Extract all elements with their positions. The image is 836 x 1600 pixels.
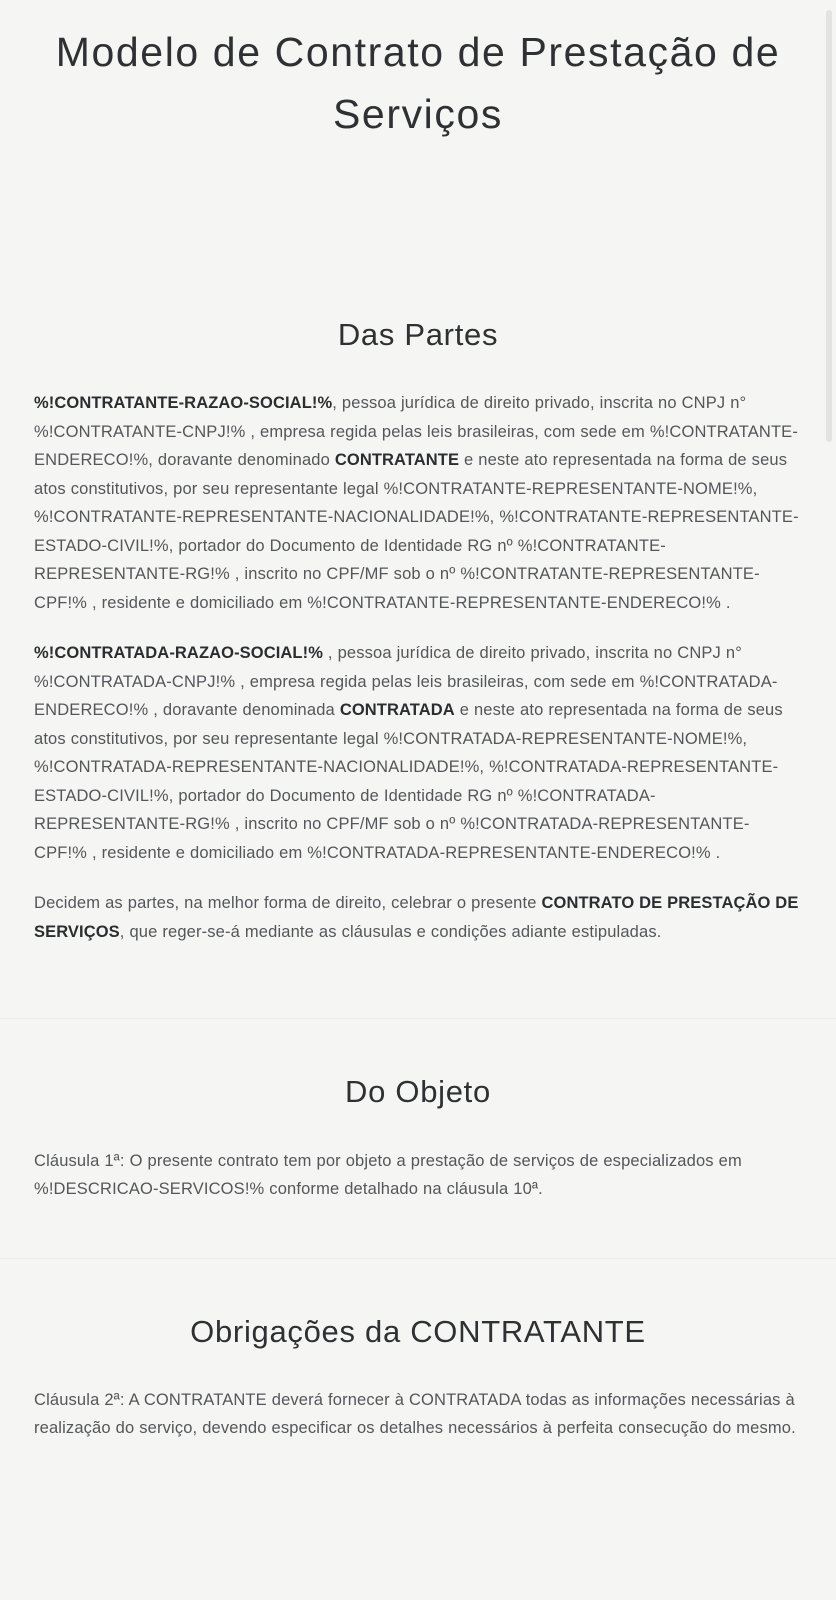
spacer xyxy=(0,1204,836,1258)
spacer xyxy=(34,1352,802,1386)
plain-text: e neste ato representada na forma de seus atos constitutivos, por seu representante legal %!CONTRATANTE-REPRESENTANTE-NOME!%, %!CONTRATANTE-REPRESENTANTE-NACIONALIDADE!%, %!CONTRATANTE-REPRESENTANTE-ESTADO-CIVIL!%, portador do Documento de Identidade RG nº %!CONTRATANTE-REPRESENTANTE-RG!% , inscrito no CPF/MF sob o nº %!CONTRATANTE-REPRESENTANTE-CPF!% , residente e domiciliado em %!CONTRATANTE-REPRESENTANTE-ENDERECO!% . xyxy=(34,451,799,612)
section-heading-do-objeto: Do Objeto xyxy=(345,1074,491,1110)
plain-text: , pessoa jurídica de direito privado, inscrita no CNPJ n° %!CONTRATANTE-CNPJ!% , empresa regida pelas leis brasileiras, com sede em %!CONTRATANTE-ENDERECO!%, doravante denominado xyxy=(34,394,798,470)
emphasis-text: %!CONTRATANTE-RAZAO-SOCIAL!% xyxy=(34,394,333,413)
spacer xyxy=(34,1258,802,1312)
paragraph-decidem-as-partes xyxy=(34,889,802,946)
section-heading-das-partes: Das Partes xyxy=(337,317,499,352)
plain-text: , que reger-se-á mediante as cláusulas e condições adiante estipuladas. xyxy=(119,922,662,941)
section-das-partes xyxy=(0,315,836,946)
emphasis-text: CONTRATANTE xyxy=(334,451,460,470)
plain-text: , pessoa jurídica de direito privado, inscrita no CNPJ n° %!CONTRATADA-CNPJ!% , empresa regida pelas leis brasileiras, com sede em %!CONTRATADA-ENDERECO!% , doravante denominada xyxy=(34,644,778,720)
plain-text: e neste ato representada na forma de seus atos constitutivos, por seu representante legal %!CONTRATADA-REPRESENTANTE-NOME!%, %!CONTRATADA-REPRESENTANTE-NACIONALIDADE!%, %!CONTRATADA-REPRESENTANTE-ESTADO-CIVIL!%, portador do Documento de Identidade RG nº %!CONTRATADA-REPRESENTANTE-RG!% , inscrito no CPF/MF sob o nº %!CONTRATADA-REPRESENTANTE-CPF!% , residente e domiciliado em %!CONTRATADA-REPRESENTANTE-ENDERECO!% . xyxy=(34,701,783,862)
emphasis-text: %!CONTRATADA-RAZAO-SOCIAL!% xyxy=(34,644,323,663)
scrollbar-thumb[interactable] xyxy=(826,10,832,442)
plain-text: Cláusula 2ª: A CONTRATANTE deverá fornecer à CONTRATADA todas as informações necessárias à realização do serviço, devendo especificar os detalhes necessários à perfeita consecução do mesmo. xyxy=(34,1390,796,1438)
paragraph-contratante xyxy=(34,389,802,617)
page-title: Modelo de Contrato de Prestação de Serviços xyxy=(55,29,781,137)
spacer xyxy=(0,946,836,1018)
paragraph-clausula-2 xyxy=(34,1386,802,1443)
plain-text: Cláusula 1ª: O presente contrato tem por objeto a prestação de serviços de especializados em %!DESCRICAO-SERVICOS!% conforme detalhado na cláusula 10ª. xyxy=(34,1151,742,1199)
spacer xyxy=(34,355,802,389)
section-obrigacoes-contratante xyxy=(0,1258,836,1443)
paragraph-clausula-1 xyxy=(34,1147,802,1204)
spacer xyxy=(34,1113,802,1147)
section-heading-obrigacoes-contratante: Obrigações da CONTRATANTE xyxy=(190,1313,646,1349)
emphasis-text: CONTRATADA xyxy=(339,701,455,720)
spacer-title xyxy=(0,145,836,315)
spacer xyxy=(34,1018,802,1072)
paragraph-contratada xyxy=(34,639,802,867)
section-do-objeto xyxy=(0,1018,836,1203)
plain-text: Decidem as partes, na melhor forma de direito, celebrar o presente xyxy=(34,894,542,913)
emphasis-text: CONTRATO DE PRESTAÇÃO DE SERVIÇOS xyxy=(34,894,799,941)
vertical-scrollbar[interactable] xyxy=(822,0,836,1600)
